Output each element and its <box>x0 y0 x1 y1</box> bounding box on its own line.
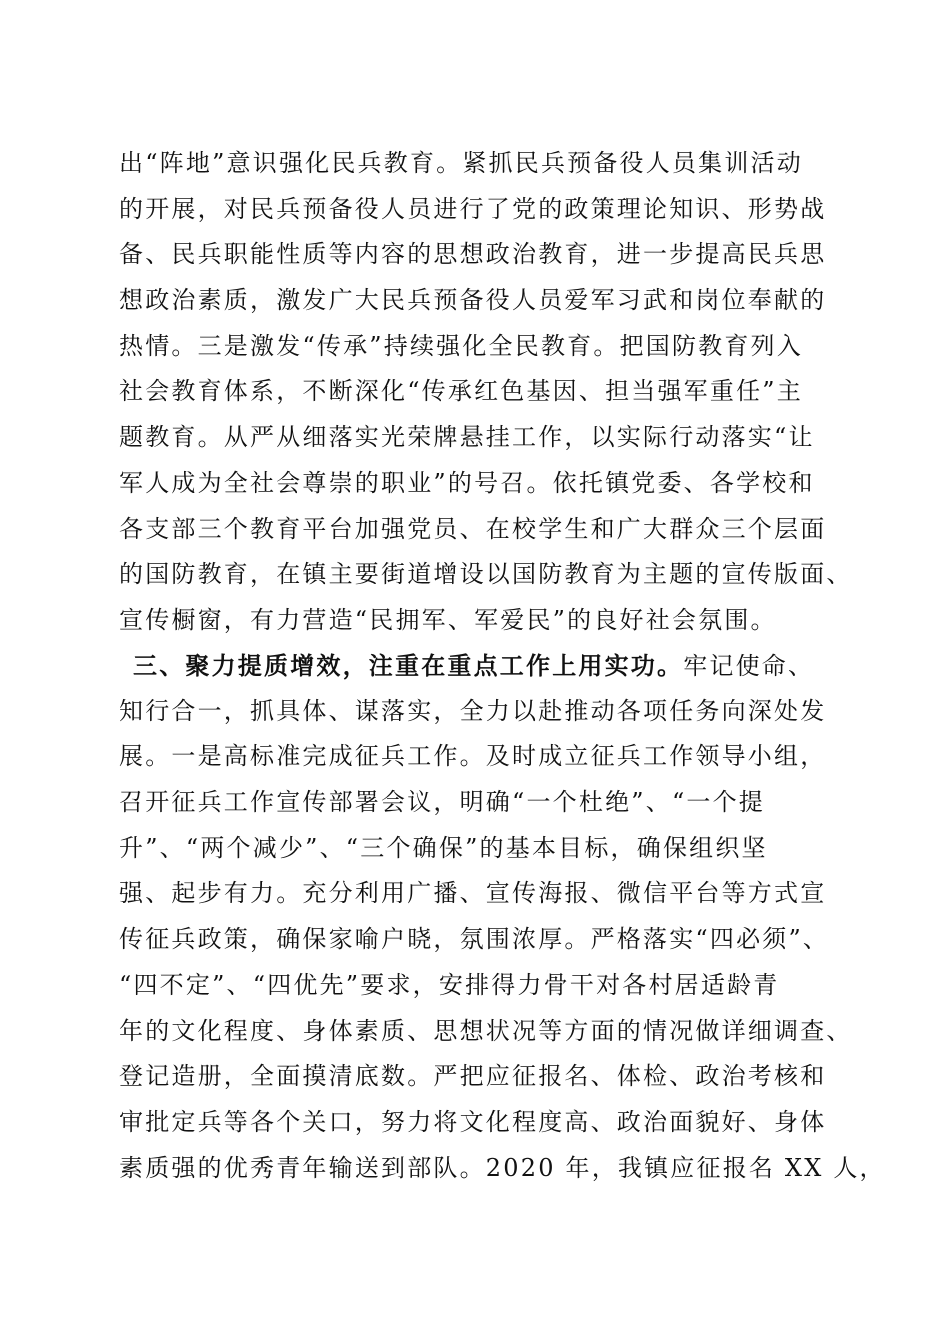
text-line: 军人成为全社会尊崇的职业”的号召。依托镇党委、各学校和 <box>119 468 815 497</box>
text-line: 各支部三个教育平台加强党员、在校学生和广大群众三个层面 <box>119 514 827 543</box>
text-line: 传征兵政策，确保家喻户晓，氛围浓厚。严格落实“四必须”、 <box>119 925 830 954</box>
text-line: 升”、“两个减少”、“三个确保”的基本目标，确保组织坚 <box>119 833 768 862</box>
section-heading-rest: 牢记使命、 <box>683 652 815 680</box>
text-line: 年的文化程度、身体素质、思想状况等方面的情况做详细调查、 <box>119 1016 853 1045</box>
text-line: 社会教育体系，不断深化“传承红色基因、担当强军重任”主 <box>119 377 803 406</box>
text-line: 题教育。从严从细落实光荣牌悬挂工作，以实际行动落实“让 <box>119 423 815 452</box>
section-heading: 三、聚力提质增效，注重在重点工作上用实功。 <box>133 651 684 680</box>
section-three-paragraph <box>119 643 886 1191</box>
text-line: 素质强的优秀青年输送到部队。2020 年，我镇应征报名 XX 人， <box>119 1153 886 1182</box>
text-line: 出“阵地”意识强化民兵教育。紧抓民兵预备役人员集训活动 <box>119 149 803 177</box>
text-line: 热情。三是激发“传承”持续强化全民教育。把国防教育列入 <box>119 331 803 360</box>
text-line: 展。一是高标准完成征兵工作。及时成立征兵工作领导小组， <box>119 742 827 771</box>
text-line: 的开展，对民兵预备役人员进行了党的政策理论知识、形势战 <box>119 194 827 223</box>
text-line: 的国防教育，在镇主要街道增设以国防教育为主题的宣传版面、 <box>119 560 853 589</box>
text-line: “四不定”、“四优先”要求，安排得力骨干对各村居适龄青 <box>119 970 780 999</box>
text-line: 登记造册，全面摸清底数。严把应征报名、体检、政治考核和 <box>119 1062 827 1091</box>
text-line: 审批定兵等各个关口，努力将文化程度高、政治面貌好、身体 <box>119 1107 827 1136</box>
text-line: 备、民兵职能性质等内容的思想政治教育，进一步提高民兵思 <box>119 240 827 269</box>
text-line: 召开征兵工作宣传部署会议，明确“一个杜绝”、“一个提 <box>119 788 766 817</box>
text-line: 想政治素质，激发广大民兵预备役人员爱军习武和岗位奉献的 <box>119 286 827 315</box>
text-line: 宣传橱窗，有力营造“民拥军、军爱民”的良好社会氛围。 <box>119 605 777 634</box>
text-line: 强、起步有力。充分利用广播、宣传海报、微信平台等方式宣 <box>119 879 827 908</box>
text-line: 知行合一，抓具体、谋落实，全力以赴推动各项任务向深处发 <box>119 696 827 725</box>
paragraph-continuation <box>119 141 853 644</box>
section-heading-line <box>119 643 831 689</box>
